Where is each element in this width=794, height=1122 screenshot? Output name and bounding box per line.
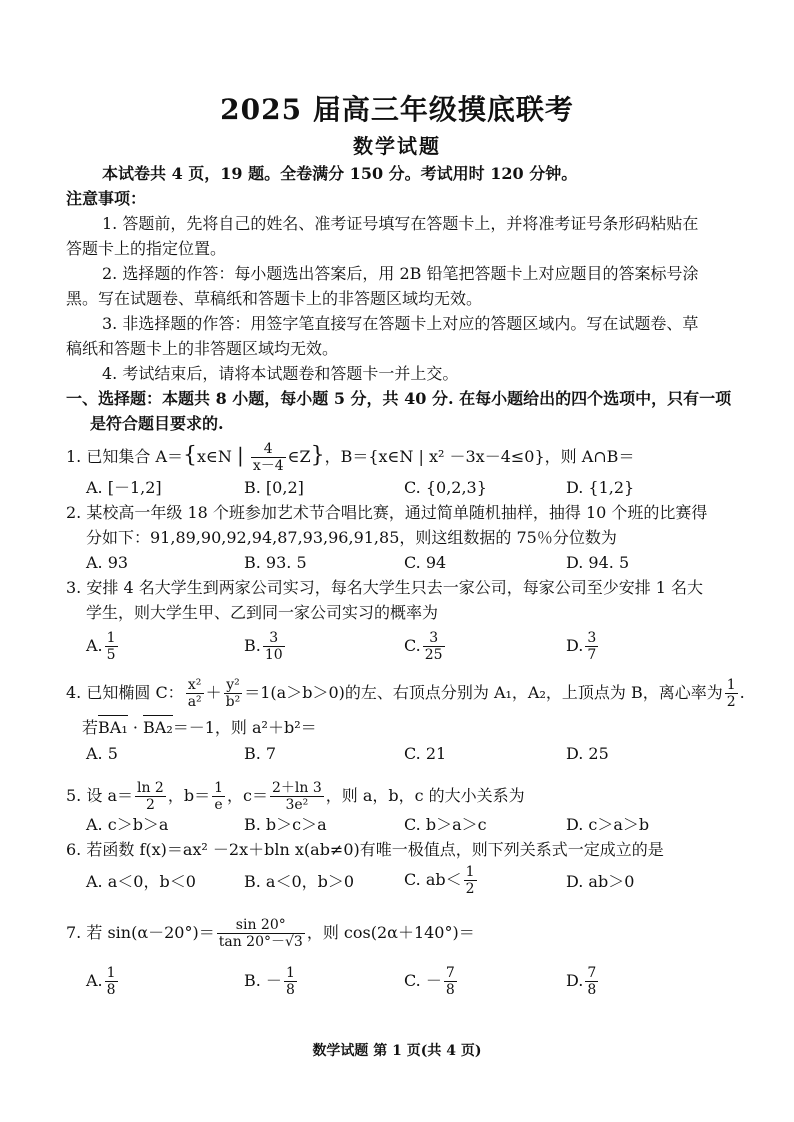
q5-option-a: A. c＞b＞a [86,815,169,834]
question-6-stem: 6. 若函数 f(x)＝ax² －2x＋bln x(ab≠0)有唯一极值点，则下列关系式一定成立的是 [66,840,664,859]
q1-den: x－4 [252,458,284,474]
q4-f2-num: y² [224,677,243,694]
exam-subtitle: 数学试题 [353,134,441,158]
q4-f2-den: b² [225,694,241,710]
q5-option-d: D. c＞a＞b [566,815,650,834]
exam-title: 2025 届高三年级摸底联考 [220,93,574,126]
q5-a-num: ln 2 [136,780,164,796]
q5-c-den: 3e² [285,797,309,813]
q7-option-b: B. － $\frac{1}{8}$ [244,965,295,998]
question-7-stem: 7. 若 sin(α－20°)＝ $\frac{\sin 20^\circ}{\tan 20^\circ-√3}$ ，则 cos(2α＋140°)＝ [66,917,475,950]
q5-option-b: B. b＞c＞a [244,815,327,834]
q4-f1-den: a² [187,694,202,710]
q5-b-den: e [214,797,223,813]
q1-stem-a: 1. 已知集合 A＝ [66,447,183,466]
q3-c-num: 3 [423,630,445,647]
q2-option-a: A. 93 [86,553,129,572]
q3-option-d: D. $\frac{3}{7}$ [566,630,597,663]
q5-a-den: 2 [145,797,155,813]
question-2-line1: 2. 某校高一年级 18 个班参加艺术节合唱比赛，通过简单随机抽样，抽得 10 个班的比赛得 [66,503,708,522]
q6-option-d: D. ab＞0 [566,872,635,891]
q7-c-den: 8 [445,982,455,998]
q1-num: 4 [251,441,286,458]
q3-b-den: 10 [264,647,283,663]
q1-fraction [251,441,286,474]
q6-option-b: B. a＜0，b＞0 [244,872,355,891]
notice-1b: 答题卡上的指定位置。 [66,239,227,258]
q6-option-a: A. a＜0，b＜0 [86,872,196,891]
q3-d-num: 3 [587,630,597,646]
question-4-line2: 若BA₁ · BA₂＝－1，则 a²＋b²＝ [82,718,317,737]
question-5-stem: 5. 设 a＝ $\frac{\ln 2}{2}$ ，b＝ $\frac{1}{e}$ ，c＝ $\frac{2+\ln 3}{\text{3e²}}$ ，则 a，b，c 的大小关系为 [66,780,525,813]
q7-den: tan 20°－√3 [218,934,303,950]
q3-a-num: 1 [106,630,116,646]
question-3-line2: 学生，则大学生甲、乙到同一家公司实习的概率为 [86,603,439,622]
q1-option-a: A. [－1,2] [86,478,162,497]
question-1-stem: 1. 已知集合 A＝{x∈N | $\frac{4}{x-4}$ ∈Z}，B＝{x∈N | x² －3x－4≤0}，则 A∩B＝ [66,441,635,474]
notice-1a: 1. 答题前，先将自己的姓名、准考证号填写在答题卡上，并将准考证号条形码粘贴在 [102,214,699,233]
q4-f1-num: x² [186,677,204,694]
q7-b-den: 8 [285,982,295,998]
q7-a-den: 8 [106,982,116,998]
q4-e-den: 2 [726,694,736,710]
q3-b-num: 3 [263,630,285,647]
notice-4: 4. 考试结束后，请将本试题卷和答题卡一并上交。 [102,364,459,383]
q4-option-d: D. 25 [566,744,609,763]
page-footer: 数学试题 第 1 页(共 4 页) [312,1043,482,1059]
q4-option-a: A. 5 [86,744,118,763]
q5-option-c: C. b＞a＞c [404,815,487,834]
q3-a-den: 5 [106,647,116,663]
q4-e-num: 1 [726,677,736,693]
q1-stem-b: ，B＝{x∈N | x² －3x－4≤0}，则 A∩B＝ [324,447,635,466]
q3-option-a: A. $\frac{1}{5}$ [86,630,116,663]
q7-num: sin 20° [217,917,305,934]
q1-set-a: x∈N [197,447,232,466]
q3-c-den: 25 [424,647,443,663]
q7-c-num: 7 [445,965,455,981]
q2-option-b: B. 93. 5 [244,553,307,572]
q5-c-num: 2＋ln 3 [271,780,322,796]
q7-a-num: 1 [106,965,116,981]
q4-option-b: B. 7 [244,744,277,763]
q6-c-num: 1 [465,864,475,880]
q3-option-c: C. $\frac{3}{25}$ [404,630,443,663]
notice-heading: 注意事项： [66,189,147,208]
q7-option-a: A. $\frac{1}{8}$ [86,965,116,998]
vector-ba1: BA₁ [98,718,128,737]
q6-option-c: C. ab＜ $\frac{1}{2}$ [404,864,475,897]
q1-option-b: B. [0,2] [244,478,304,497]
q3-d-den: 7 [587,647,597,663]
q7-option-c: C. － $\frac{7}{8}$ [404,965,455,998]
q7-b-num: 1 [285,965,295,981]
notice-3a: 3. 非选择题的作答：用签字笔直接写在答题卡上对应的答题区域内。写在试题卷、草 [102,314,699,333]
q6-c-den: 2 [465,881,475,897]
notice-3b: 稿纸和答题卡上的非答题区域均无效。 [66,339,339,358]
question-4-line1: 4. 已知椭圆 C： $\frac{\text{x²}}{\text{a²}}$ ＋ $\frac{\text{y²}}{\text{b²}}$ ＝1(a＞b＞0)的左、右顶点分别为 A₁，A₂，上顶点为 B，离心率为 $\frac{1}{2}$ . [66,677,745,710]
q1-option-d: D. {1,2} [566,478,635,497]
q7-d-num: 7 [587,965,597,981]
question-2-line2: 分如下：91,89,90,92,94,87,93,96,91,85，则这组数据的 75％分位数为 [86,528,617,547]
section1-line1: 一、选择题：本题共 8 小题，每小题 5 分，共 40 分. 在每小题给出的四个选项中，只有一项 [66,389,732,408]
q4-option-c: C. 21 [404,744,447,763]
q1-option-c: C. {0,2,3} [404,478,487,497]
section1-line2: 是符合题目要求的. [90,414,224,433]
q2-option-d: D. 94. 5 [566,553,630,572]
q5-b-num: 1 [214,780,224,796]
notice-2b: 黑。写在试题卷、草稿纸和答题卡上的非答题区域均无效。 [66,289,483,308]
vector-ba2: BA₂ [143,718,173,737]
notice-2a: 2. 选择题的作答：每小题选出答案后，用 2B 铅笔把答题卡上对应题目的答案标号涂 [102,264,699,283]
q7-d-den: 8 [587,982,597,998]
exam-info: 本试卷共 4 页，19 题。全卷满分 150 分。考试用时 120 分钟。 [102,164,578,183]
q2-option-c: C. 94 [404,553,447,572]
question-3-line1: 3. 安排 4 名大学生到两家公司实习，每名大学生只去一家公司，每家公司至少安排 1 名大 [66,578,704,597]
q7-option-d: D. $\frac{7}{8}$ [566,965,597,998]
q1-set-a-tail: ∈Z [287,447,311,466]
q3-option-b: B. $\frac{3}{10}$ [244,630,283,663]
